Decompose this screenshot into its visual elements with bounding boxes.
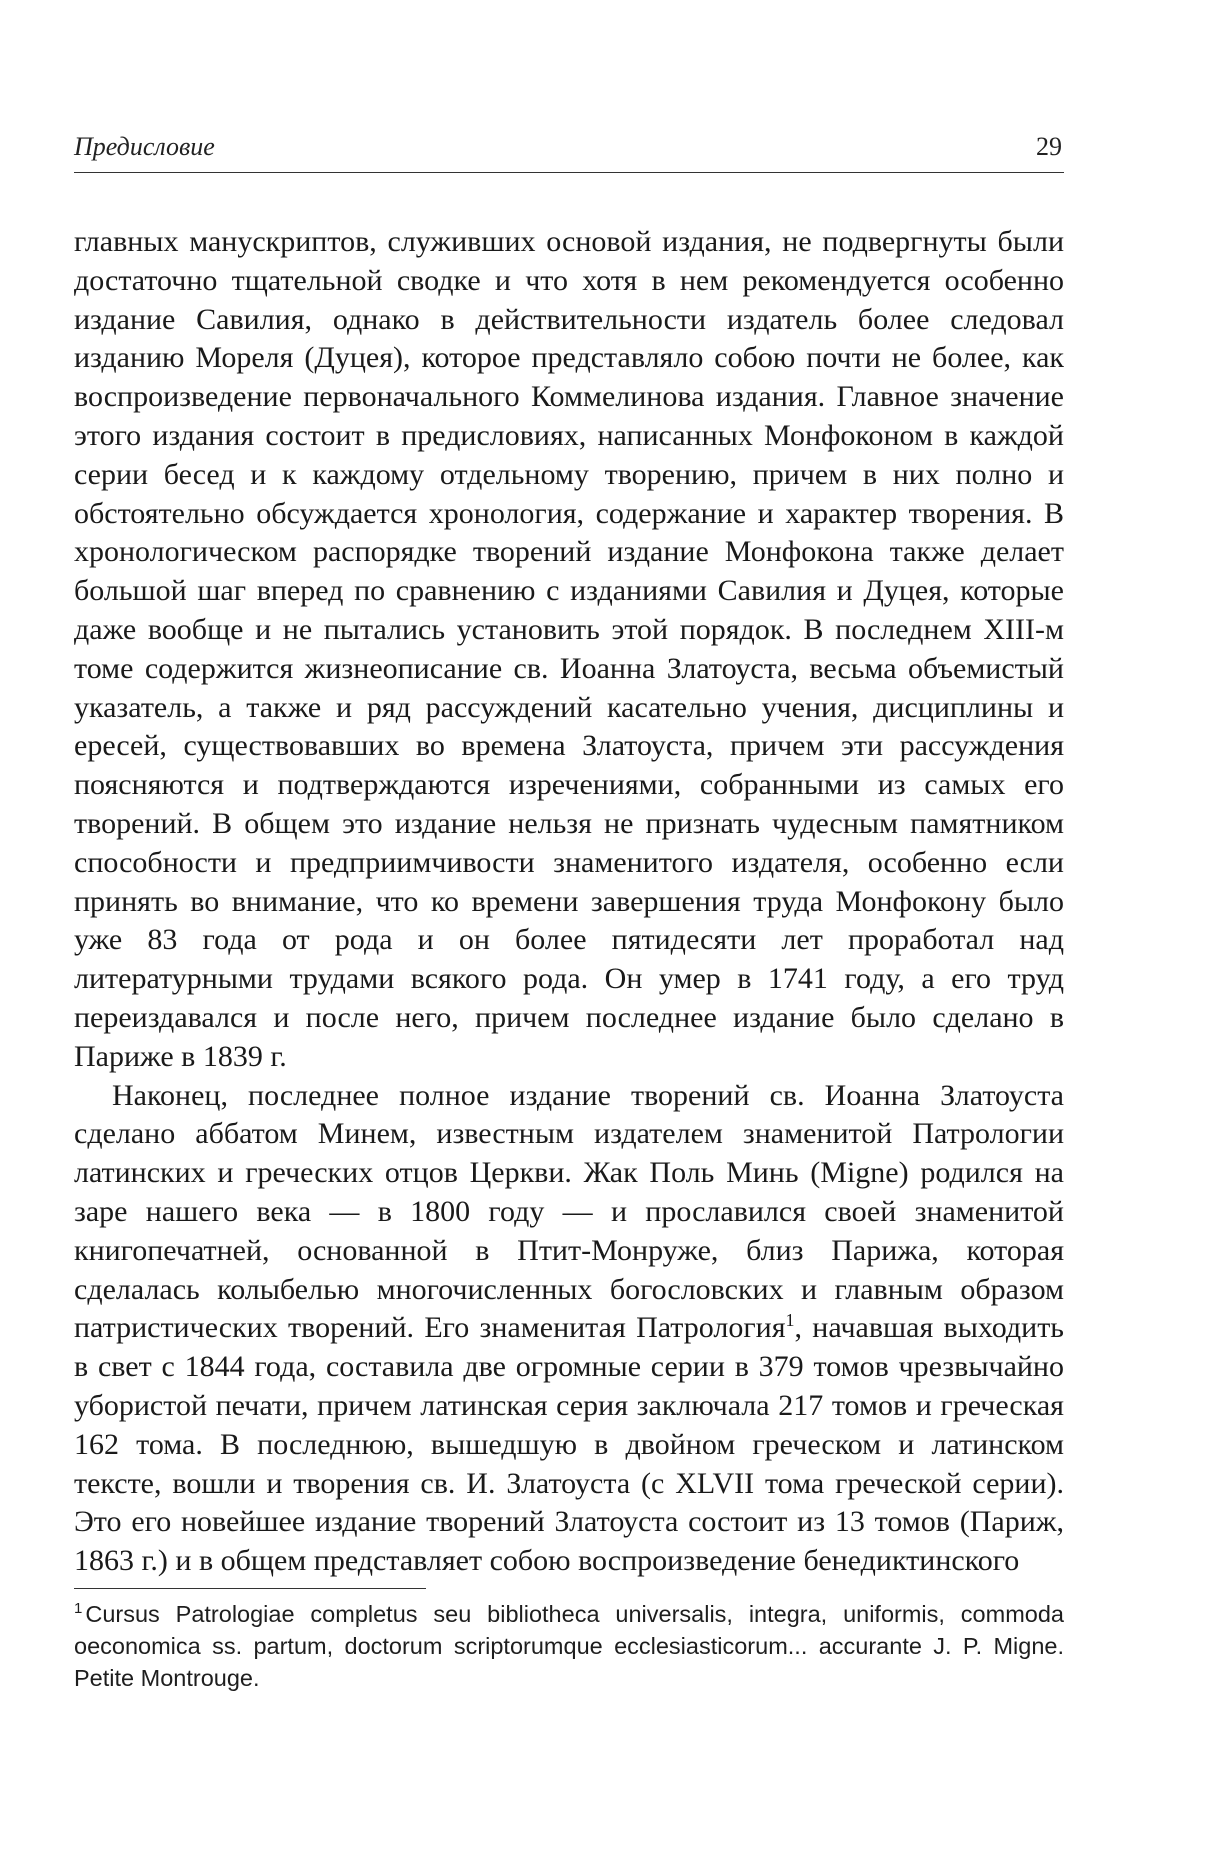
footnote-text: Cursus Patrologiae completus seu bibliotheca universalis, integra, uniformis, commoda oeconomica ss. partum, doctorum scriptorumque ecclesiasticorum... accurante J. P. Migne. Petite Montrouge. (74, 1601, 1064, 1691)
paragraph-migne (74, 1077, 1064, 1581)
running-title: Предисловие (74, 132, 215, 161)
book-page (74, 0, 1064, 1854)
paragraph-continued: главных манускриптов, служивших основой издания, не подвергнуты были достаточно тщательной сводке и что хотя в нем рекомендуется особенно издание Савилия, однако в действительности издатель более следовал изданию Мореля (Дуцея), которое представляло собою почти не более, как воспроизведение первоначального Коммелинова издания. Главное значение этого издания состоит в предисловиях, написанных Монфоконом в каждой серии бесед и к каждому отдельному творению, причем в них полно и обстоятельно обсуждается хронология, содержание и характер творения. В хронологическом распорядке творений издание Монфокона также делает большой шаг вперед по сравнению с изданиями Савилия и Дуцея, которые даже вообще и не пытались установить этой порядок. В последнем XIII-м томе содержится жизнеописание св. Иоанна Златоуста, весьма объемистый указатель, а также и ряд рассуждений касательно учения, дисциплины и ересей, существовавших во времена Златоуста, причем эти рассуждения поясняются и подтверждаются изречениями, собранными из самых его творений. В общем это издание нельзя не признать чудесным памятником способности и предприимчивости знаменитого издателя, особенно если принять во внимание, что ко времени завершения труда Монфокону было уже 83 года от рода и он более пятидесяти лет проработал над литературными трудами всякого рода. Он умер в 1741 году, а его труд переиздавался и после него, причем последнее издание было сделано в Париже в 1839 г. (74, 225, 1064, 1073)
footnote (74, 1598, 1064, 1694)
footnote-reference[interactable]: 1 (785, 1310, 795, 1331)
running-header (74, 128, 1064, 173)
paragraph-text-end: , начавшая выходить в свет с 1844 года, составила две огромные серии в 379 томов чрезвычайно убористой печати, причем латинская серия заключала 217 томов и греческая 162 тома. В последнюю, вышедшую в двойном греческом и латинском тексте, вошли и творения св. И. Златоуста (с XLVII тома греческой серии). Это его новейшее издание творений Златоуста состоит из 13 томов (Париж, 1863 г.) и в общем представляет собою воспроизведение бенедиктинского (74, 1311, 1064, 1578)
paragraph-text-start: Наконец, последнее полное издание творений св. Иоанна Златоуста сделано аббатом Минем, известным издателем знаменитой Патрологии латинских и греческих отцов Церкви. Жак Поль Минь (Migne) родился на заре нашего века — в 1800 году — и прославился своей знаменитой книгопечатней, основанной в Птит-Монруже, близ Парижа, которая сделалась колыбелью многочисленных богословских и главным образом патристических творений. Его знаменитая Патрология (74, 1078, 1064, 1345)
footnote-mark: 1 (74, 1600, 83, 1618)
footnote-separator (74, 1588, 426, 1589)
page-number: 29 (1036, 132, 1062, 161)
main-text (74, 223, 1064, 1581)
